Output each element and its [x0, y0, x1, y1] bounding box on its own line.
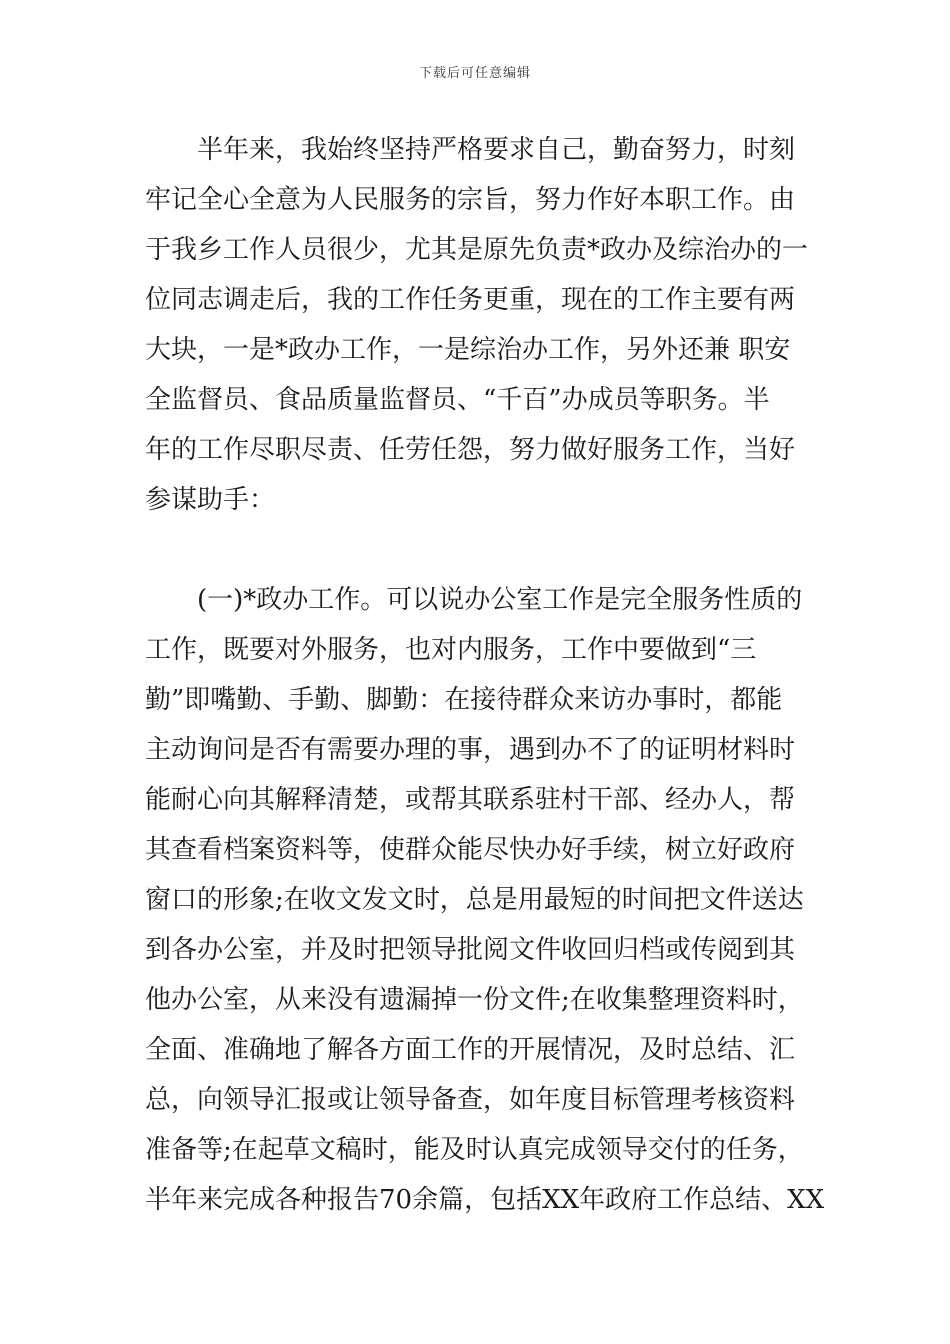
text-line: 主动询问是否有需要办理的事，遇到办不了的证明材料时	[145, 735, 796, 765]
text-line: 大块，一是*政办工作，一是综治办工作，另外还兼 职安	[145, 335, 791, 365]
text-line: 到各办公室，并及时把领导批阅文件收回归档或传阅到其	[145, 935, 796, 965]
text-line: 工作，既要对外服务，也对内服务，工作中要做到“三	[145, 635, 757, 665]
text-line: 位同志调走后，我的工作任务更重，现在的工作主要有两	[145, 285, 796, 315]
text-line: 窗口的形象;在收文发文时，总是用最短的时间把文件送达	[145, 885, 804, 915]
text-line: 于我乡工作人员很少，尤其是原先负责*政办及综治办的一	[145, 235, 809, 265]
text-line: 半年来，我始终坚持严格要求自己，勤奋努力，时刻	[145, 135, 796, 165]
text-line: 全监督员、食品质量监督员、“千百”办成员等职务。半	[145, 385, 770, 415]
text-line: 半年来完成各种报告70余篇，包括XX年政府工作总结、XX	[145, 1185, 825, 1215]
text-line: 参谋助手：	[145, 485, 276, 515]
page-header: 下载后可任意编辑	[418, 66, 531, 81]
text-line: 勤”即嘴勤、手勤、脚勤：在接待群众来访办事时，都能	[145, 685, 783, 715]
text-line: 年的工作尽职尽责、任劳任怨，努力做好服务工作，当好	[145, 435, 796, 465]
text-line: 能耐心向其解释清楚，或帮其联系驻村干部、经办人，帮	[145, 785, 796, 815]
text-line: 他办公室，从来没有遗漏掉一份文件;在收集整理资料时，	[145, 985, 804, 1015]
text-line: 全面、准确地了解各方面工作的开展情况，及时总结、汇	[145, 1035, 796, 1065]
text-line: 总，向领导汇报或让领导备查，如年度目标管理考核资料	[145, 1085, 796, 1115]
text-line: (一)*政办工作。可以说办公室工作是完全服务性质的	[145, 585, 803, 615]
text-line: 准备等;在起草文稿时，能及时认真完成领导交付的任务，	[145, 1135, 804, 1165]
text-line: 牢记全心全意为人民服务的宗旨，努力作好本职工作。由	[145, 185, 796, 215]
text-line: 其查看档案资料等，使群众能尽快办好手续，树立好政府	[145, 835, 796, 865]
